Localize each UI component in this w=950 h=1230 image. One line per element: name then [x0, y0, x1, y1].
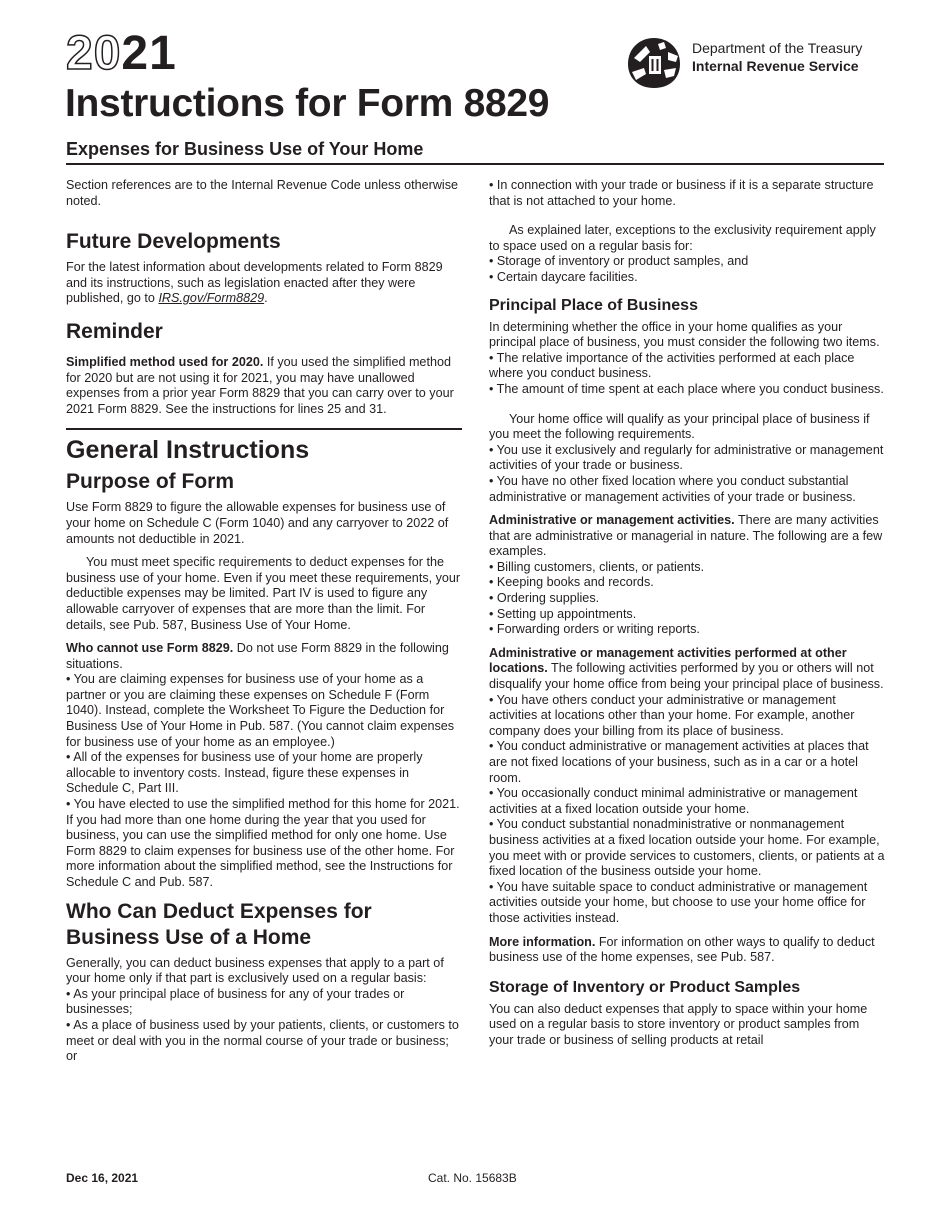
cannot-bullet-1: • You are claiming expenses for business use of your home as a partner or you are claiming these expenses on Schedule F (Form 1040). Instead, complete the Worksheet To Figure the Deduction for Business Use of Your Home in Pub. 587. (You cannot claim expenses for business use of your home as an employee.) [66, 672, 455, 749]
purpose-paragraph-2: You must meet specific requirements to deduct expenses for the business use of your home. Even if you meet these requirements, your deductible expenses may be limited. Part IV is used to figure any allowable carryover of expenses that are more than the limit. For details, see Pub. 587, Business Use of Your Home. [66, 555, 461, 632]
irs-form8829-link[interactable]: IRS.gov/Form8829 [158, 291, 265, 306]
reminder-heading: Reminder [66, 319, 163, 343]
other-bullet-2: • You conduct administrative or management activities at places that are not fixed locations of your business, such as in a car or a hotel room. [489, 739, 869, 785]
purpose-of-form-heading: Purpose of Form [66, 470, 235, 494]
connection-bullet: • In connection with your trade or business if it is a separate structure that is not attached to your home. [489, 178, 874, 208]
other-bullet-1: • You have others conduct your administrative or management activities at locations other than your home. For example, another company does your billing from its place of business. [489, 692, 855, 738]
cannot-bullet-3: • You have elected to use the simplified method for this home for 2021. If you had more than one home during the year that you used for business, you can use the simplified method for only one home. Use Form 8829 to claim expenses for business use of the other home. For more information about the simplified method, see the Instructions for Schedule C and Pub. 587. [66, 797, 460, 889]
agency-department: Department of the Treasury [692, 40, 863, 56]
future-developments-heading: Future Developments [66, 230, 281, 254]
other-locations-text: Administrative or management activities performed at other locations. The following activities performed by you or others will not disqualify your home office from being your principal place of business. [489, 645, 884, 692]
principal-bullet-1: • The relative importance of the activities performed at each place where you conduct business. [489, 350, 855, 381]
other-bullet-3: • You occasionally conduct minimal administrative or management activities at a fixed location outside your home. [489, 786, 858, 816]
form-year: 2021 [66, 27, 177, 80]
general-instructions-heading: General Instructions [66, 436, 310, 465]
more-information-text: More information. For information on other ways to qualify to deduct business use of the home expenses, see Pub. 587. [489, 934, 875, 965]
exceptions-text: As explained later, exceptions to the exclusivity requirement apply to space used on a regular basis for: [489, 223, 876, 253]
footer-date: Dec 16, 2021 [66, 1171, 139, 1185]
header-divider [66, 163, 884, 165]
exception-bullet-1: • Storage of inventory or product samples, and [489, 254, 749, 269]
who-cannot-use-text: Who cannot use Form 8829. Do not use Form 8829 in the following situations. [66, 641, 449, 671]
intro-text: Section references are to the Internal Revenue Code unless otherwise noted. [66, 178, 459, 208]
section-divider [66, 428, 462, 430]
left-column [66, 178, 462, 1065]
principal-place-text-1: In determining whether the office in your home qualifies as your principal place of business, you must consider the following two items. [489, 319, 880, 350]
agency-block [692, 39, 862, 75]
admin-item: • Keeping books and records. [489, 575, 654, 590]
principal-bullet-4: • You have no other fixed location where you conduct substantial administrative or management activities of your trade or business. [489, 473, 856, 504]
page-title: Instructions for Form 8829 [65, 82, 550, 125]
other-bullet-4: • You conduct substantial nonadministrative or nonmanagement business activities at a fixed location outside your home. For example, you meet with or provide services to customers, clients, or patients at a fixed location of the business outside your home. [489, 817, 885, 879]
page-subtitle: Expenses for Business Use of Your Home [66, 139, 424, 159]
footer-catalog-number: Cat. No. 15683B [428, 1171, 517, 1185]
admin-item: • Setting up appointments. [489, 606, 637, 621]
principal-place-text-2: Your home office will qualify as your principal place of business if you meet the following requirements. [489, 411, 870, 442]
storage-heading: Storage of Inventory or Product Samples [489, 978, 801, 996]
storage-text: You can also deduct expenses that apply to space within your home used on a regular basis to store inventory or product samples from your trade or business of selling products at retail [489, 1001, 868, 1047]
purpose-paragraph-1: Use Form 8829 to figure the allowable expenses for business use of your home on Schedule C (Form 1040) and any carryover to 2022 of amounts not deductible in 2021. [66, 500, 449, 546]
irs-eagle-logo-icon [624, 34, 684, 90]
admin-activities-text: Administrative or management activities. There are many activities that are administrative or managerial in nature. The following are a few examples. [489, 513, 883, 559]
other-bullet-5: • You have suitable space to conduct administrative or management activities outside your home, but choose to use your home office for those activities instead. [489, 879, 868, 925]
principal-place-heading: Principal Place of Business [489, 296, 698, 314]
exception-bullet-2: • Certain daycare facilities. [489, 269, 638, 284]
principal-bullet-2: • The amount of time spent at each place where you conduct business. [489, 381, 884, 396]
who-can-deduct-heading: Who Can Deduct Expenses for Business Use of a Home [66, 899, 372, 949]
who-can-deduct-text: Generally, you can deduct business expenses that apply to a part of your home only if that part is exclusively used on a regular basis: [66, 955, 444, 986]
right-column [489, 178, 885, 1049]
reminder-text: Simplified method used for 2020. If you used the simplified method for 2020 but are not using it for 2021, you may have unallowed expenses from a prior year Form 8829 that you can carry over to your 2021 Form 8829. See the instructions for lines 25 and 31. [66, 354, 454, 416]
cannot-bullet-2: • All of the expenses for business use of your home are properly allocable to inventory costs. Instead, figure these expenses in Schedule C, Part III. [66, 750, 423, 796]
admin-item: • Ordering supplies. [489, 591, 600, 606]
admin-item: • Billing customers, clients, or patients. [489, 559, 705, 574]
admin-item: • Forwarding orders or writing reports. [489, 622, 700, 637]
who-bullet-2: • As a place of business used by your patients, clients, or customers to meet or deal with you in the normal course of your trade or business; or [66, 1017, 459, 1064]
principal-bullet-3: • You use it exclusively and regularly for administrative or management activities of your trade or business. [489, 442, 884, 473]
who-bullet-1: • As your principal place of business for any of your trades or businesses; [66, 986, 405, 1017]
future-developments-text: For the latest information about developments related to Form 8829 and its instructions, such as legislation enacted after they were published, go to IRS.gov/Form8829. [66, 260, 443, 306]
agency-irs: Internal Revenue Service [692, 58, 859, 74]
